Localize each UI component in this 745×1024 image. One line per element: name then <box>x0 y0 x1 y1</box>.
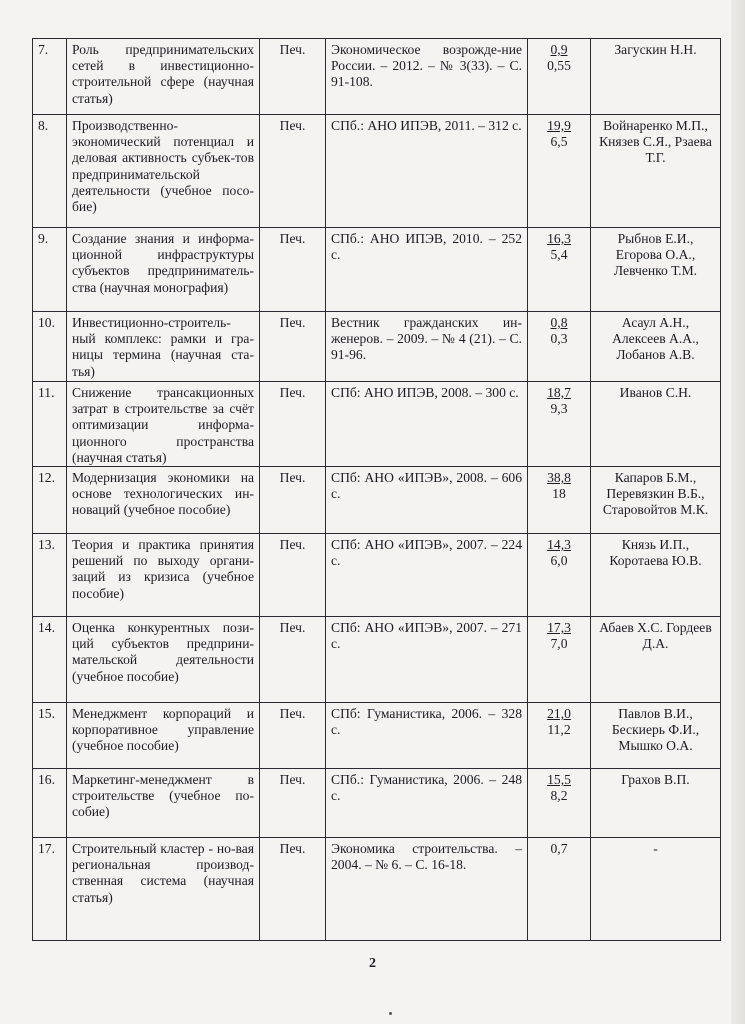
table-row <box>33 382 721 467</box>
volume-own: 0,3 <box>550 331 568 347</box>
volume <box>528 312 591 382</box>
volume-own: 8,2 <box>550 788 568 804</box>
work-form: Печ. <box>260 838 326 941</box>
publication-data: Экономика строительства. – 2004. – № 6. – С. 16-18. <box>326 838 528 941</box>
volume <box>528 769 591 838</box>
work-form: Печ. <box>260 467 326 534</box>
volume <box>528 617 591 703</box>
work-form: Печ. <box>260 39 326 115</box>
publication-data: СПб.: АНО ИПЭВ, 2011. – 312 с. <box>326 115 528 228</box>
volume-total: 0,8 <box>550 315 568 330</box>
volume-total: 14,3 <box>547 537 571 553</box>
work-title: Создание знания и информа-ционной инфраструктуры субъектов предприниматель-ства (научная монография) <box>67 228 260 312</box>
volume-total: 21,0 <box>547 706 571 722</box>
publication-data: Экономическое возрожде-ние России. – 2012. – № 3(33). – С. 91-108. <box>326 39 528 115</box>
row-number: 10. <box>33 312 67 382</box>
work-form: Печ. <box>260 228 326 312</box>
work-form: Печ. <box>260 115 326 228</box>
row-number: 11. <box>33 382 67 467</box>
table-row <box>33 769 721 838</box>
publication-data: СПб: АНО «ИПЭВ», 2008. – 606 с. <box>326 467 528 534</box>
volume-own: 0,55 <box>547 58 571 74</box>
table-row <box>33 534 721 617</box>
work-form: Печ. <box>260 312 326 382</box>
work-form: Печ. <box>260 769 326 838</box>
volume-total: 19,9 <box>547 118 571 133</box>
co-authors: Капаров Б.М., Перевязкин В.Б., Старовойтов М.К. <box>591 467 721 534</box>
work-title: Строительный кластер - но-вая региональная производ-ственная система (научная статья) <box>67 838 260 941</box>
row-number: 17. <box>33 838 67 941</box>
volume-total: 0,9 <box>550 42 568 57</box>
row-number: 9. <box>33 228 67 312</box>
volume-own: 5,4 <box>550 247 568 263</box>
co-authors: Загускин Н.Н. <box>591 39 721 115</box>
co-authors: Князь И.П., Коротаева Ю.В. <box>591 534 721 617</box>
table-row <box>33 312 721 382</box>
publication-data: СПб: АНО «ИПЭВ», 2007. – 224 с. <box>326 534 528 617</box>
volume <box>528 703 591 769</box>
table-row <box>33 617 721 703</box>
volume <box>528 382 591 467</box>
table-row <box>33 115 721 228</box>
volume <box>528 228 591 312</box>
co-authors: Абаев Х.С. Гордеев Д.А. <box>591 617 721 703</box>
work-title: Модернизация экономики на основе технологических ин-новаций (учебное пособие) <box>67 467 260 534</box>
work-form: Печ. <box>260 534 326 617</box>
volume-total: 18,7 <box>547 385 571 400</box>
volume <box>528 838 591 941</box>
work-title: Снижение трансакционных затрат в строительстве за счёт оптимизации информа-ционного пространства (научная статья) <box>67 382 260 467</box>
row-number: 8. <box>33 115 67 228</box>
row-number: 15. <box>33 703 67 769</box>
co-authors: Павлов В.И., Бескиерь Ф.И., Мышко О.А. <box>591 703 721 769</box>
work-form: Печ. <box>260 703 326 769</box>
volume-own: 7,0 <box>550 636 568 652</box>
work-title: Инвестиционно-строитель-ный комплекс: рамки и гра-ницы термина (научная ста-тья) <box>67 312 260 382</box>
volume-own: 6,5 <box>550 134 568 150</box>
work-title: Маркетинг-менеджмент в строительстве (учебное по-собие) <box>67 769 260 838</box>
work-title: Оценка конкурентных пози-ций субъектов предприни-мательской деятельности (учебное пособие) <box>67 617 260 703</box>
page-number: 2 <box>369 956 376 971</box>
publication-data: СПб: АНО ИПЭВ, 2008. – 300 с. <box>326 382 528 467</box>
table-row <box>33 467 721 534</box>
work-title: Роль предпринимательских сетей в инвестиционно-строительной сфере (научная статья) <box>67 39 260 115</box>
volume-own: 9,3 <box>550 401 568 417</box>
work-form: Печ. <box>260 617 326 703</box>
row-number: 13. <box>33 534 67 617</box>
work-title: Теория и практика принятия решений по выходу органи-заций из кризиса (учебное пособие) <box>67 534 260 617</box>
volume <box>528 534 591 617</box>
co-authors: Рыбнов Е.И., Егорова О.А., Левченко Т.М. <box>591 228 721 312</box>
work-form: Печ. <box>260 382 326 467</box>
volume-total: 16,3 <box>547 231 571 246</box>
publication-data: Вестник гражданских ин-женеров. – 2009. – № 4 (21). – С. 91-96. <box>326 312 528 382</box>
publication-data: СПб.: АНО ИПЭВ, 2010. – 252 с. <box>326 228 528 312</box>
table-row <box>33 703 721 769</box>
volume-own: 6,0 <box>550 553 568 569</box>
publication-data: СПб: Гуманистика, 2006. – 328 с. <box>326 703 528 769</box>
co-authors: Войнаренко М.П., Князев С.Я., Рзаева Т.Г. <box>591 115 721 228</box>
volume-total: 38,8 <box>547 470 571 486</box>
row-number: 14. <box>33 617 67 703</box>
publication-data: СПб.: Гуманистика, 2006. – 248 с. <box>326 769 528 838</box>
row-number: 7. <box>33 39 67 115</box>
volume <box>528 39 591 115</box>
row-number: 16. <box>33 769 67 838</box>
publication-data: СПб: АНО «ИПЭВ», 2007. – 271 с. <box>326 617 528 703</box>
co-authors: Асаул А.Н., Алексеев А.А., Лобанов А.В. <box>591 312 721 382</box>
row-number: 12. <box>33 467 67 534</box>
scan-speck <box>389 1012 392 1015</box>
co-authors: Грахов В.П. <box>591 769 721 838</box>
volume <box>528 467 591 534</box>
work-title: Производственно-экономический потенциал и деловая активность субъек-тов предпринимательской деятельности (учебное посо-бие) <box>67 115 260 228</box>
volume-total: 15,5 <box>547 772 571 788</box>
table-row <box>33 838 721 941</box>
volume <box>528 115 591 228</box>
page-edge <box>731 0 745 1024</box>
table-row <box>33 39 721 115</box>
co-authors: Иванов С.Н. <box>591 382 721 467</box>
volume-total: 17,3 <box>547 620 571 636</box>
volume-own: 18 <box>552 486 566 502</box>
volume-total: 0,7 <box>550 841 568 857</box>
work-title: Менеджмент корпораций и корпоративное управление (учебное пособие) <box>67 703 260 769</box>
table-row <box>33 228 721 312</box>
co-authors: - <box>591 838 721 941</box>
volume-own: 11,2 <box>547 722 571 738</box>
publications-table <box>32 38 721 941</box>
